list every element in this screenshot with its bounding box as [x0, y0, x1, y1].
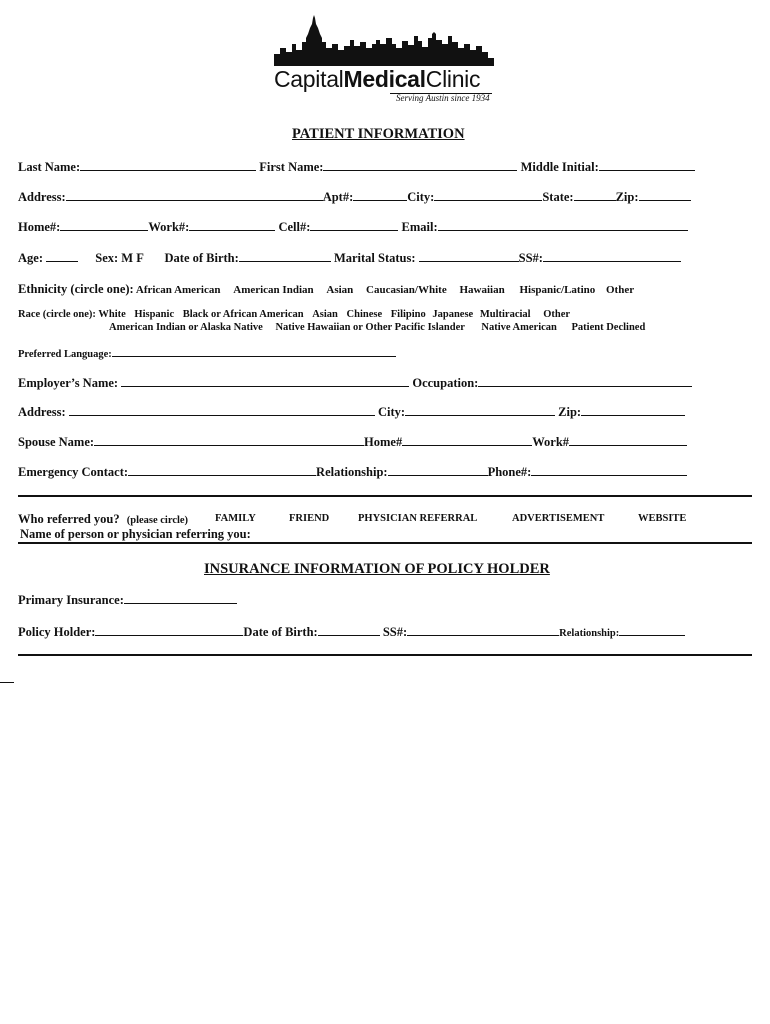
race-option[interactable]: Chinese — [346, 309, 383, 320]
age-label: Age: — [18, 251, 43, 265]
work-phone-label: Work#: — [148, 220, 190, 234]
skyline-icon — [272, 14, 498, 66]
ss-field[interactable] — [543, 260, 681, 262]
first-name-label: First Name: — [259, 160, 324, 174]
home-phone-field[interactable] — [60, 229, 148, 231]
last-name-label: Last Name: — [18, 160, 81, 174]
policy-holder-label: Policy Holder: — [18, 625, 96, 639]
state-label: State: — [542, 190, 574, 204]
referral-label: Who referred you? — [18, 512, 120, 526]
ethnicity-option[interactable]: Caucasian/White — [366, 284, 447, 296]
ethnicity-option[interactable]: Hawaiian — [459, 284, 505, 296]
race-option[interactable]: Hispanic — [134, 309, 175, 320]
spouse-name-label: Spouse Name: — [18, 435, 95, 449]
race-option[interactable]: Japanese — [432, 309, 474, 320]
race-row-2 — [109, 322, 645, 333]
cell-phone-label: Cell#: — [278, 220, 311, 234]
name-row — [18, 160, 695, 175]
referral-option[interactable]: FRIEND — [289, 513, 330, 524]
spouse-home-label: Home# — [364, 435, 403, 449]
city-label: City: — [407, 190, 435, 204]
ethnicity-label: Ethnicity (circle one): — [18, 282, 134, 296]
referral-hint: (please circle) — [126, 515, 189, 526]
state-field[interactable] — [574, 199, 616, 201]
ethnicity-row — [18, 282, 634, 297]
emergency-contact-label: Emergency Contact: — [18, 465, 129, 479]
dob-label: Date of Birth: — [164, 251, 239, 265]
race-option[interactable]: White — [98, 309, 126, 320]
email-field[interactable] — [438, 229, 688, 231]
employer-label: Employer’s Name: — [18, 376, 119, 390]
policy-holder-row — [18, 625, 685, 640]
phone-field[interactable] — [531, 474, 687, 476]
employer-zip-label: Zip: — [558, 405, 582, 419]
employer-address-field[interactable] — [69, 414, 375, 416]
occupation-field[interactable] — [478, 385, 692, 387]
employer-address-label: Address: — [18, 405, 66, 419]
middle-initial-label: Middle Initial: — [520, 160, 599, 174]
occupation-label: Occupation: — [412, 376, 479, 390]
ss-label: SS#: — [518, 251, 543, 265]
section-divider — [18, 542, 752, 544]
first-name-field[interactable] — [323, 169, 517, 171]
section-divider — [18, 495, 752, 497]
race-option[interactable]: Multiracial — [479, 309, 531, 320]
ethnicity-option[interactable]: Asian — [326, 284, 354, 296]
clinic-tagline: Serving Austin since 1934 — [396, 93, 490, 103]
ethnicity-option[interactable]: Other — [606, 284, 635, 296]
spouse-row — [18, 435, 687, 450]
middle-initial-field[interactable] — [599, 169, 695, 171]
policy-ss-label: SS#: — [382, 625, 408, 639]
margin-mark — [0, 682, 14, 683]
preferred-language-field[interactable] — [112, 355, 396, 357]
zip-label: Zip: — [615, 190, 639, 204]
spouse-work-field[interactable] — [569, 444, 687, 446]
apt-label: Apt#: — [322, 190, 354, 204]
spouse-home-field[interactable] — [402, 444, 532, 446]
tagline-rule — [390, 93, 492, 94]
policy-dob-label: Date of Birth: — [243, 625, 318, 639]
home-phone-label: Home#: — [18, 220, 61, 234]
demographics-row — [18, 251, 681, 266]
employer-row — [18, 376, 692, 391]
policy-relationship-field[interactable] — [619, 634, 685, 636]
clinic-logo — [272, 14, 498, 106]
ethnicity-option[interactable]: Hispanic/Latino — [519, 284, 596, 296]
ethnicity-option[interactable]: American Indian — [233, 284, 314, 296]
work-phone-field[interactable] — [189, 229, 275, 231]
employer-zip-field[interactable] — [581, 414, 685, 416]
primary-insurance-field[interactable] — [124, 602, 237, 604]
patient-info-title: PATIENT INFORMATION — [292, 126, 465, 142]
marital-status-label: Marital Status: — [333, 251, 416, 265]
relationship-field[interactable] — [388, 474, 488, 476]
race-option[interactable]: Asian — [312, 309, 338, 320]
sex-label[interactable]: Sex: M F — [95, 251, 144, 265]
phone-label: Phone#: — [487, 465, 532, 479]
referral-option[interactable]: PHYSICIAN REFERRAL — [358, 513, 478, 524]
preferred-language-label: Preferred Language: — [18, 349, 112, 360]
insurance-title: INSURANCE INFORMATION OF POLICY HOLDER — [204, 561, 550, 577]
preferred-language-row — [18, 349, 396, 360]
race-label: Race (circle one): — [18, 309, 96, 320]
clinic-name: CapitalMedicalClinic — [274, 66, 481, 92]
race-option[interactable]: American Indian or Alaska Native — [109, 322, 263, 333]
referral-row — [18, 512, 188, 527]
employer-field[interactable] — [121, 385, 409, 387]
policy-ss-field[interactable] — [407, 634, 559, 636]
marital-status-field[interactable] — [419, 260, 519, 262]
referral-option[interactable]: WEBSITE — [638, 513, 687, 524]
policy-holder-field[interactable] — [95, 634, 243, 636]
referrer-name-label: Name of person or physician referring you: — [20, 527, 251, 541]
employer-address-row — [18, 405, 685, 420]
spouse-name-field[interactable] — [94, 444, 364, 446]
city-field[interactable] — [434, 199, 542, 201]
email-label: Email: — [401, 220, 438, 234]
race-option[interactable]: Native Hawaiian or Other Pacific Islander — [275, 322, 465, 333]
primary-insurance-label: Primary Insurance: — [18, 593, 124, 607]
employer-city-label: City: — [377, 405, 406, 419]
address-row — [18, 190, 691, 205]
apt-field[interactable] — [353, 199, 407, 201]
relationship-label: Relationship: — [316, 465, 388, 479]
last-name-field[interactable] — [80, 169, 256, 171]
section-divider — [18, 654, 752, 656]
race-option[interactable]: Other — [543, 309, 571, 320]
race-option[interactable]: Native American — [481, 322, 557, 333]
emergency-row — [18, 465, 687, 480]
primary-insurance-row — [18, 593, 237, 608]
referral-option[interactable]: FAMILY — [215, 513, 256, 524]
spouse-work-label: Work# — [532, 435, 570, 449]
address-label: Address: — [18, 190, 66, 204]
dob-field[interactable] — [239, 260, 331, 262]
employer-city-field[interactable] — [405, 414, 555, 416]
race-option[interactable]: Filipino — [390, 309, 426, 320]
emergency-contact-field[interactable] — [128, 474, 316, 476]
policy-dob-field[interactable] — [318, 634, 380, 636]
policy-relationship-label: Relationship: — [559, 628, 620, 639]
zip-field[interactable] — [639, 199, 691, 201]
address-field[interactable] — [66, 199, 323, 201]
age-field[interactable] — [46, 260, 78, 262]
ethnicity-option[interactable]: African American — [135, 284, 221, 296]
race-option[interactable]: Patient Declined — [571, 322, 646, 333]
race-option[interactable]: Black or African American — [182, 309, 304, 320]
phone-row — [18, 220, 688, 235]
cell-phone-field[interactable] — [310, 229, 398, 231]
referral-option[interactable]: ADVERTISEMENT — [512, 513, 605, 524]
race-row-1 — [18, 309, 570, 320]
